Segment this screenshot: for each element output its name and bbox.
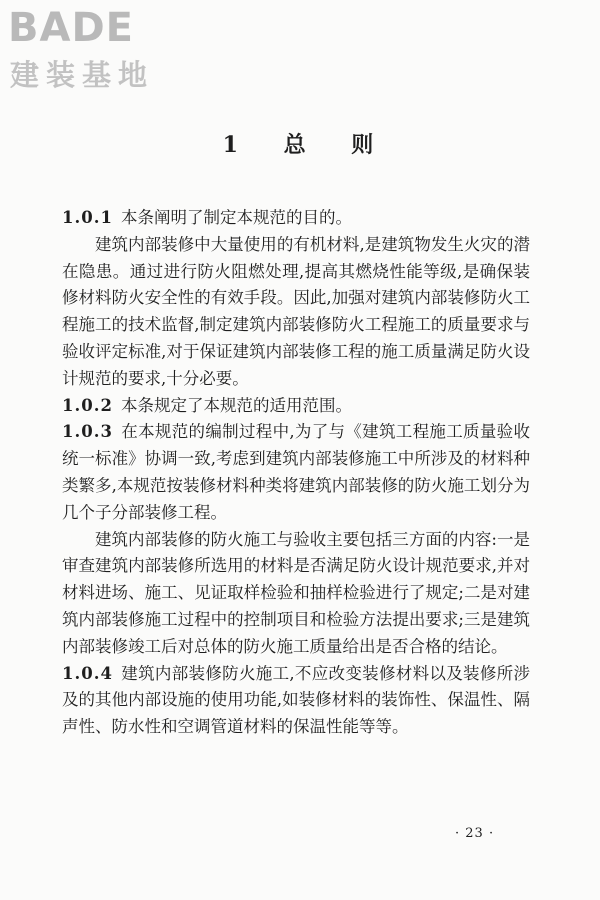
clause-number: 1.0.3	[62, 422, 113, 442]
clause-number: 1.0.2	[62, 395, 113, 415]
clause-number: 1.0.4	[62, 663, 113, 683]
clause-1-0-1-explanation	[62, 232, 530, 393]
clause-1-0-2	[62, 393, 530, 420]
clause-text: 建筑内部装修防火施工,不应改变装修材料以及装修所涉及的其他内部设施的使用功能,如装修材料的装饰性、保温性、隔声性、防水性和空调管道材料的保温性能等等。	[62, 663, 530, 737]
clause-1-0-1	[62, 205, 530, 232]
page-number: · 23 ·	[455, 826, 495, 841]
clause-1-0-3-explanation	[62, 527, 530, 661]
logo-watermark	[8, 6, 178, 94]
clause-text: 在本规范的编制过程中,为了与《建筑工程施工质量验收统一标准》协调一致,考虑到建筑内部装修施工中所涉及的材料种类繁多,本规范按装修材料种类将建筑内部装修的防火施工划分为几个子分部装修工程。	[62, 422, 530, 522]
clause-text: 本条规定了本规范的适用范围。	[120, 395, 352, 415]
clause-1-0-4	[62, 661, 530, 741]
paragraph-text: 建筑内部装修的防火施工与验收主要包括三方面的内容:一是审查建筑内部装修所选用的材料是否满足防火设计规范要求,并对材料进场、施工、见证取样检验和抽样检验进行了规定;二是对建筑内部装修施工过程中的控制项目和检验方法提出要求;三是建筑内部装修竣工后对总体的防火施工质量给出是否合格的结论。	[62, 529, 530, 656]
clause-number: 1.0.1	[62, 208, 113, 227]
clause-text: 本条阐明了制定本规范的目的。	[120, 208, 352, 227]
logo-brand-text: BADE	[8, 5, 134, 51]
paragraph-text: 建筑内部装修中大量使用的有机材料,是建筑物发生火灾的潜在隐患。通过进行防火阻燃处理,提高其燃烧性能等级,是确保装修材料防火安全性的有效手段。因此,加强对建筑内部装修防火工程施工的技术监督,制定建筑内部装修防火工程施工的质量要求与验收评定标准,对于保证建筑内部装修工程的施工质量满足防火设计规范的要求,十分必要。	[62, 234, 530, 388]
logo-brand-chinese: 建装基地	[10, 58, 155, 92]
document-body	[62, 205, 530, 741]
chapter-title: 1 总 则	[222, 132, 378, 158]
clause-1-0-3	[62, 419, 530, 526]
